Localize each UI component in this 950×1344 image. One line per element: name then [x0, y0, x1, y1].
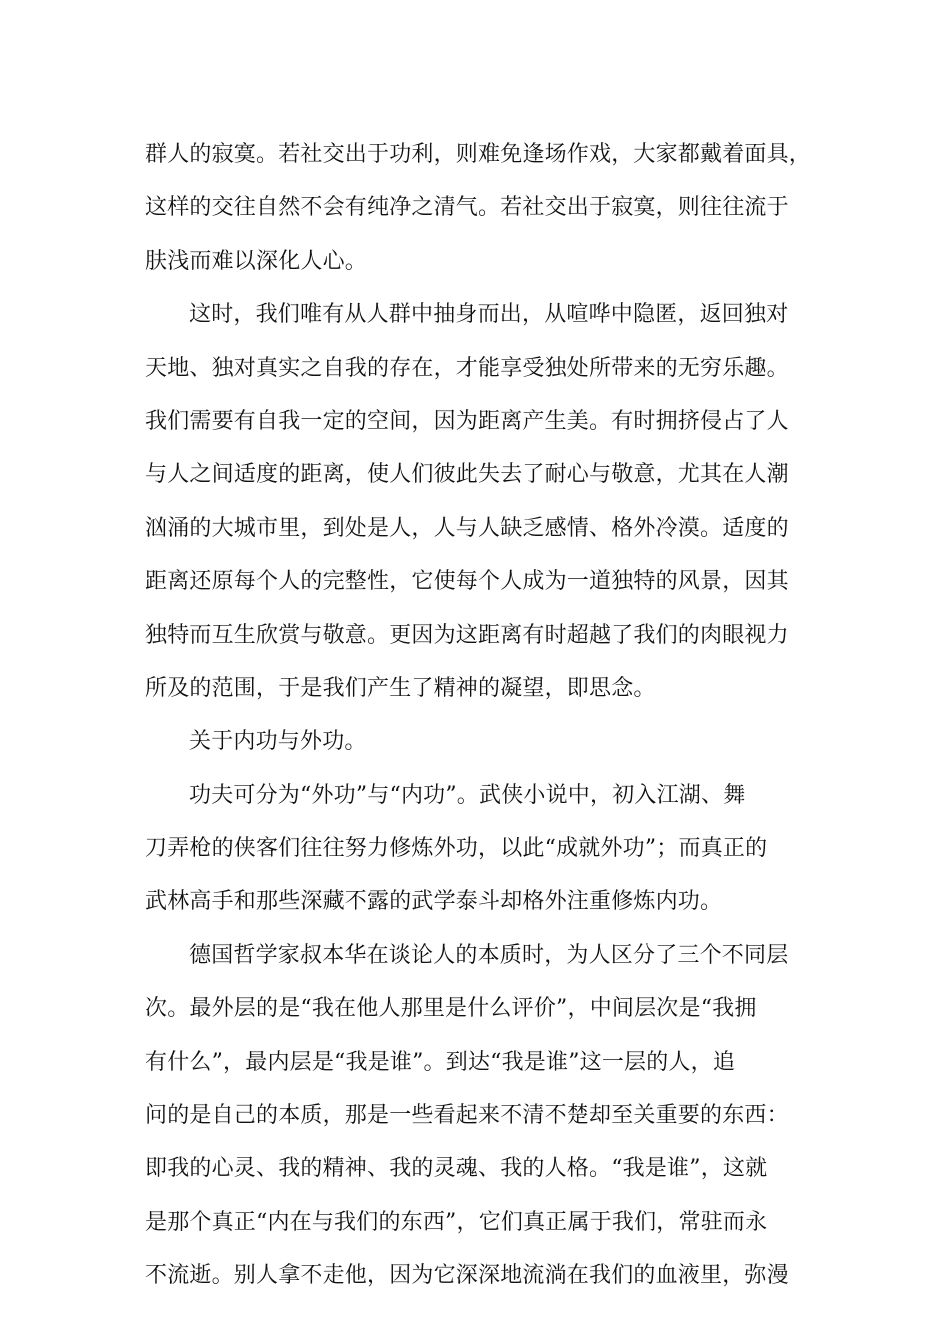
text-line: 这样的交往自然不会有纯净之清气。若社交出于寂寞，则往往流于 [145, 195, 789, 221]
text-line: 即我的心灵、我的精神、我的灵魂、我的人格。“我是谁”，这就 [145, 1156, 768, 1182]
text-line: 所及的范围，于是我们产生了精神的凝望，即思念。 [145, 675, 656, 701]
text-line: 肤浅而难以深化人心。 [145, 248, 368, 274]
text-line: 功夫可分为“外功”与“内功”。武侠小说中，初入江湖、舞 [189, 782, 746, 808]
text-line: 距离还原每个人的完整性，它使每个人成为一道独特的风景，因其 [145, 569, 789, 595]
text-line: 我们需要有自我一定的空间，因为距离产生美。有时拥挤侵占了人 [145, 408, 789, 434]
text-line: 是那个真正“内在与我们的东西”，它们真正属于我们，常驻而永 [145, 1209, 768, 1235]
text-line: 不流逝。别人拿不走他，因为它深深地流淌在我们的血液里，弥漫 [145, 1263, 789, 1289]
text-line: 次。最外层的是“我在他人那里是什么评价”，中间层次是“我拥 [145, 996, 757, 1022]
text-line: 群人的寂寞。若社交出于功利，则难免逢场作戏，大家都戴着面具， [145, 142, 812, 167]
text-line: 德国哲学家叔本华在谈论人的本质时，为人区分了三个不同层 [189, 942, 789, 968]
body-text [145, 128, 810, 1303]
text-line: 独特而互生欣赏与敬意。更因为这距离有时超越了我们的肉眼视力 [145, 622, 789, 648]
text-line: 与人之间适度的距离，使人们彼此失去了耐心与敬意，尤其在人潮 [145, 462, 789, 488]
text-line: 汹涌的大城市里，到处是人，人与人缺乏感情、格外冷漠。适度的 [145, 515, 789, 541]
text-line: 这时，我们唯有从人群中抽身而出，从喧哗中隐匿，返回独对 [189, 302, 789, 328]
text-line: 天地、独对真实之自我的存在，才能享受独处所带来的无穷乐趣。 [145, 355, 789, 381]
text-line: 关于内功与外功。 [189, 729, 367, 755]
text-line: 有什么”，最内层是“我是谁”。到达“我是谁”这一层的人，追 [145, 1049, 736, 1075]
text-line: 武林高手和那些深藏不露的武学泰斗却格外注重修炼内功。 [145, 889, 723, 915]
text-line: 问的是自己的本质，那是一些看起来不清不楚却至关重要的东西： [145, 1103, 789, 1129]
text-line: 刀弄枪的侠客们往往努力修炼外功，以此“成就外功”；而真正的 [145, 836, 768, 862]
